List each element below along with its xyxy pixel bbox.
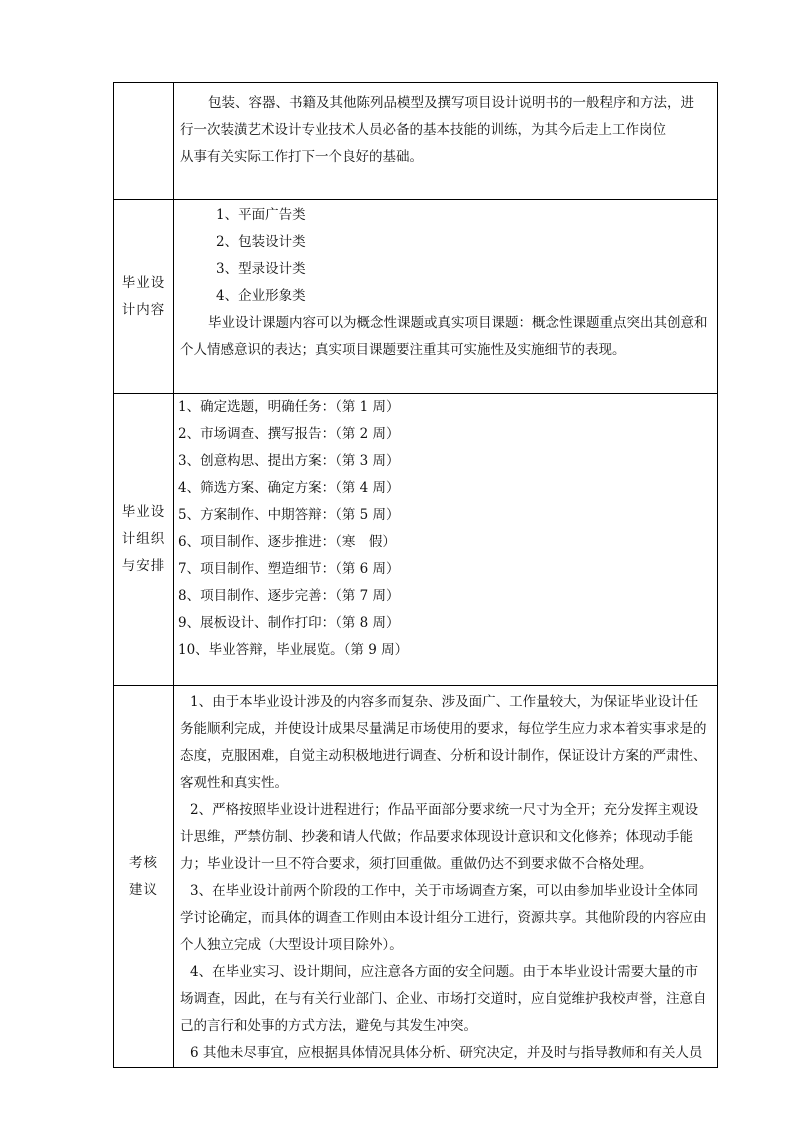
schedule-item-8: 8、项目制作、逐步完善：（第 7 周） [178, 588, 400, 604]
content-paragraph: 毕业设计课题内容可以为概念性课题或真实项目课题：概念性课题重点突出其创意和个人情感意识的表达；真实项目课题要注重其可实施性及实施细节的表现。 [180, 315, 708, 358]
assessment-row [114, 686, 718, 1068]
purpose-content-cell [174, 83, 718, 200]
purpose-label-cell [114, 83, 174, 200]
design-content-cell [174, 200, 718, 394]
schedule-item-6: 6、项目制作、逐步推进：（寒 假） [178, 534, 396, 550]
schedule-item-3: 3、创意构思、提出方案：（第 3 周） [178, 453, 400, 469]
assessment-label-line-1: 考核 [129, 854, 158, 871]
schedule-label-line-1: 毕业设 [121, 504, 166, 520]
assessment-paragraph-3: 3、在毕业设计前两个阶段的工作中，关于市场调查方案，可以由参加毕业设计全体同学讨论确定，而具体的调查工作则由本设计组分工进行，资源共享。其他阶段的内容应由个人独立完成（大型设计项目除外）。 [180, 883, 707, 953]
schedule-item-10: 10、毕业答辩，毕业展览。（第 9 周） [178, 642, 409, 658]
schedule-item-4: 4、筛选方案、确定方案：（第 4 周） [178, 480, 400, 496]
schedule-item-2: 2、市场调查、撰写报告：（第 2 周） [178, 426, 400, 442]
purpose-line-1: 包装、容器、书籍及其他陈列品模型及撰写项目设计说明书的一般程序和方法，进 [208, 95, 694, 111]
design-table [113, 82, 718, 1068]
design-content-label-cell [114, 200, 174, 394]
content-item-1: 1、平面广告类 [216, 207, 306, 223]
assessment-label-cell [114, 686, 174, 1068]
design-content-label-line-2: 计内容 [121, 301, 166, 318]
schedule-label-cell [114, 394, 174, 686]
purpose-line-2: 行一次装潢艺术设计专业技术人员必备的基本技能的训练，为其今后走上工作岗位 [180, 122, 666, 138]
schedule-label-line-3: 与安排 [121, 558, 166, 574]
schedule-label-line-2: 计组织 [121, 531, 166, 547]
assessment-label-line-2: 建议 [129, 881, 158, 898]
design-content-label-line-1: 毕业设 [121, 274, 166, 291]
assessment-content-cell [174, 686, 718, 1068]
content-item-4: 4、企业形象类 [216, 288, 306, 304]
schedule-item-7: 7、项目制作、塑造细节：（第 6 周） [178, 561, 400, 577]
content-item-2: 2、包装设计类 [216, 234, 306, 250]
purpose-row [114, 83, 718, 200]
assessment-paragraph-1: 1、由于本毕业设计涉及的内容多而复杂、涉及面广、工作量较大，为保证毕业设计任务能顺利完成，并使设计成果尽量满足市场使用的要求，每位学生应力求本着实事求是的态度，克服困难，自觉主动积极地进行调查、分析和设计制作，保证设计方案的严肃性、客观性和真实性。 [180, 694, 707, 791]
schedule-item-1: 1、确定选题，明确任务：（第 1 周） [178, 399, 400, 415]
purpose-line-3: 从事有关实际工作打下一个良好的基础。 [180, 149, 423, 165]
schedule-item-5: 5、方案制作、中期答辩：（第 5 周） [178, 507, 400, 523]
schedule-content-cell [174, 394, 718, 686]
schedule-item-9: 9、展板设计、制作打印：（第 8 周） [178, 615, 400, 631]
design-content-row [114, 200, 718, 394]
schedule-row [114, 394, 718, 686]
assessment-paragraph-4: 4、在毕业实习、设计期间，应注意各方面的安全问题。由于本毕业设计需要大量的市场调查，因此，在与有关行业部门、企业、市场打交道时，应自觉维护我校声誉，注意自己的言行和处事的方式方法，避免与其发生冲突。 [180, 964, 707, 1034]
assessment-paragraph-5: 6 其他未尽事宜，应根据具体情况具体分析、研究决定，并及时与指导教师和有关人员 [190, 1045, 703, 1061]
content-item-3: 3、型录设计类 [216, 261, 306, 277]
assessment-paragraph-2: 2、严格按照毕业设计进程进行；作品平面部分要求统一尺寸为全开；充分发挥主观设计思维，严禁仿制、抄袭和请人代做；作品要求体现设计意识和文化修养；体现动手能力；毕业设计一旦不符合要求，须打回重做。重做仍达不到要求做不合格处理。 [180, 802, 699, 872]
